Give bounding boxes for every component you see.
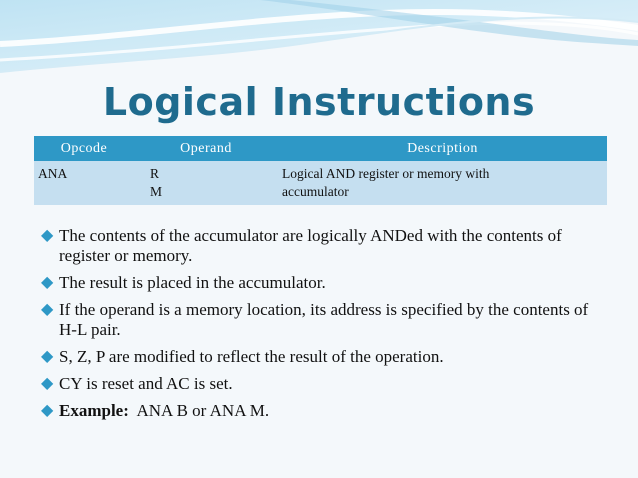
- table-header-row: [34, 136, 607, 161]
- bullet-text: CY is reset and AC is set.: [59, 374, 233, 393]
- cell-description: Logical AND register or memory with accumulator: [278, 161, 607, 205]
- list-item: [42, 300, 602, 340]
- header-opcode: Opcode: [34, 136, 134, 161]
- operand-line-1: R: [150, 166, 160, 181]
- bullet-list: [42, 226, 602, 428]
- bullet-icon: ◆: [41, 402, 54, 419]
- example-text: ANA B or ANA M.: [136, 401, 270, 420]
- list-item: [42, 374, 602, 394]
- slide-title: Logical Instructions: [102, 80, 536, 124]
- cell-operand: [134, 161, 278, 205]
- table-row: [34, 161, 607, 205]
- bullet-icon: ◆: [41, 301, 54, 318]
- bullet-text: The contents of the accumulator are logically ANDed with the contents of register or memory.: [59, 226, 562, 265]
- decorative-wave-header: [0, 0, 638, 80]
- cell-opcode: ANA: [34, 161, 134, 205]
- bullet-icon: ◆: [41, 375, 54, 392]
- list-item: [42, 347, 602, 367]
- bullet-icon: ◆: [41, 227, 54, 244]
- bullet-text: The result is placed in the accumulator.: [59, 273, 326, 292]
- bullet-icon: ◆: [41, 274, 54, 291]
- list-item: [42, 273, 602, 293]
- list-item: [42, 226, 602, 266]
- bullet-text: If the operand is a memory location, its address is specified by the contents of H-L pair.: [59, 300, 589, 339]
- bullet-text: S, Z, P are modified to reflect the result of the operation.: [59, 347, 444, 366]
- instruction-table: [34, 136, 607, 205]
- example-label: Example:: [59, 401, 129, 420]
- header-operand: Operand: [134, 136, 278, 161]
- bullet-icon: ◆: [41, 348, 54, 365]
- operand-line-2: M: [150, 184, 163, 199]
- list-item-example: [42, 401, 602, 421]
- header-description: Description: [278, 136, 607, 161]
